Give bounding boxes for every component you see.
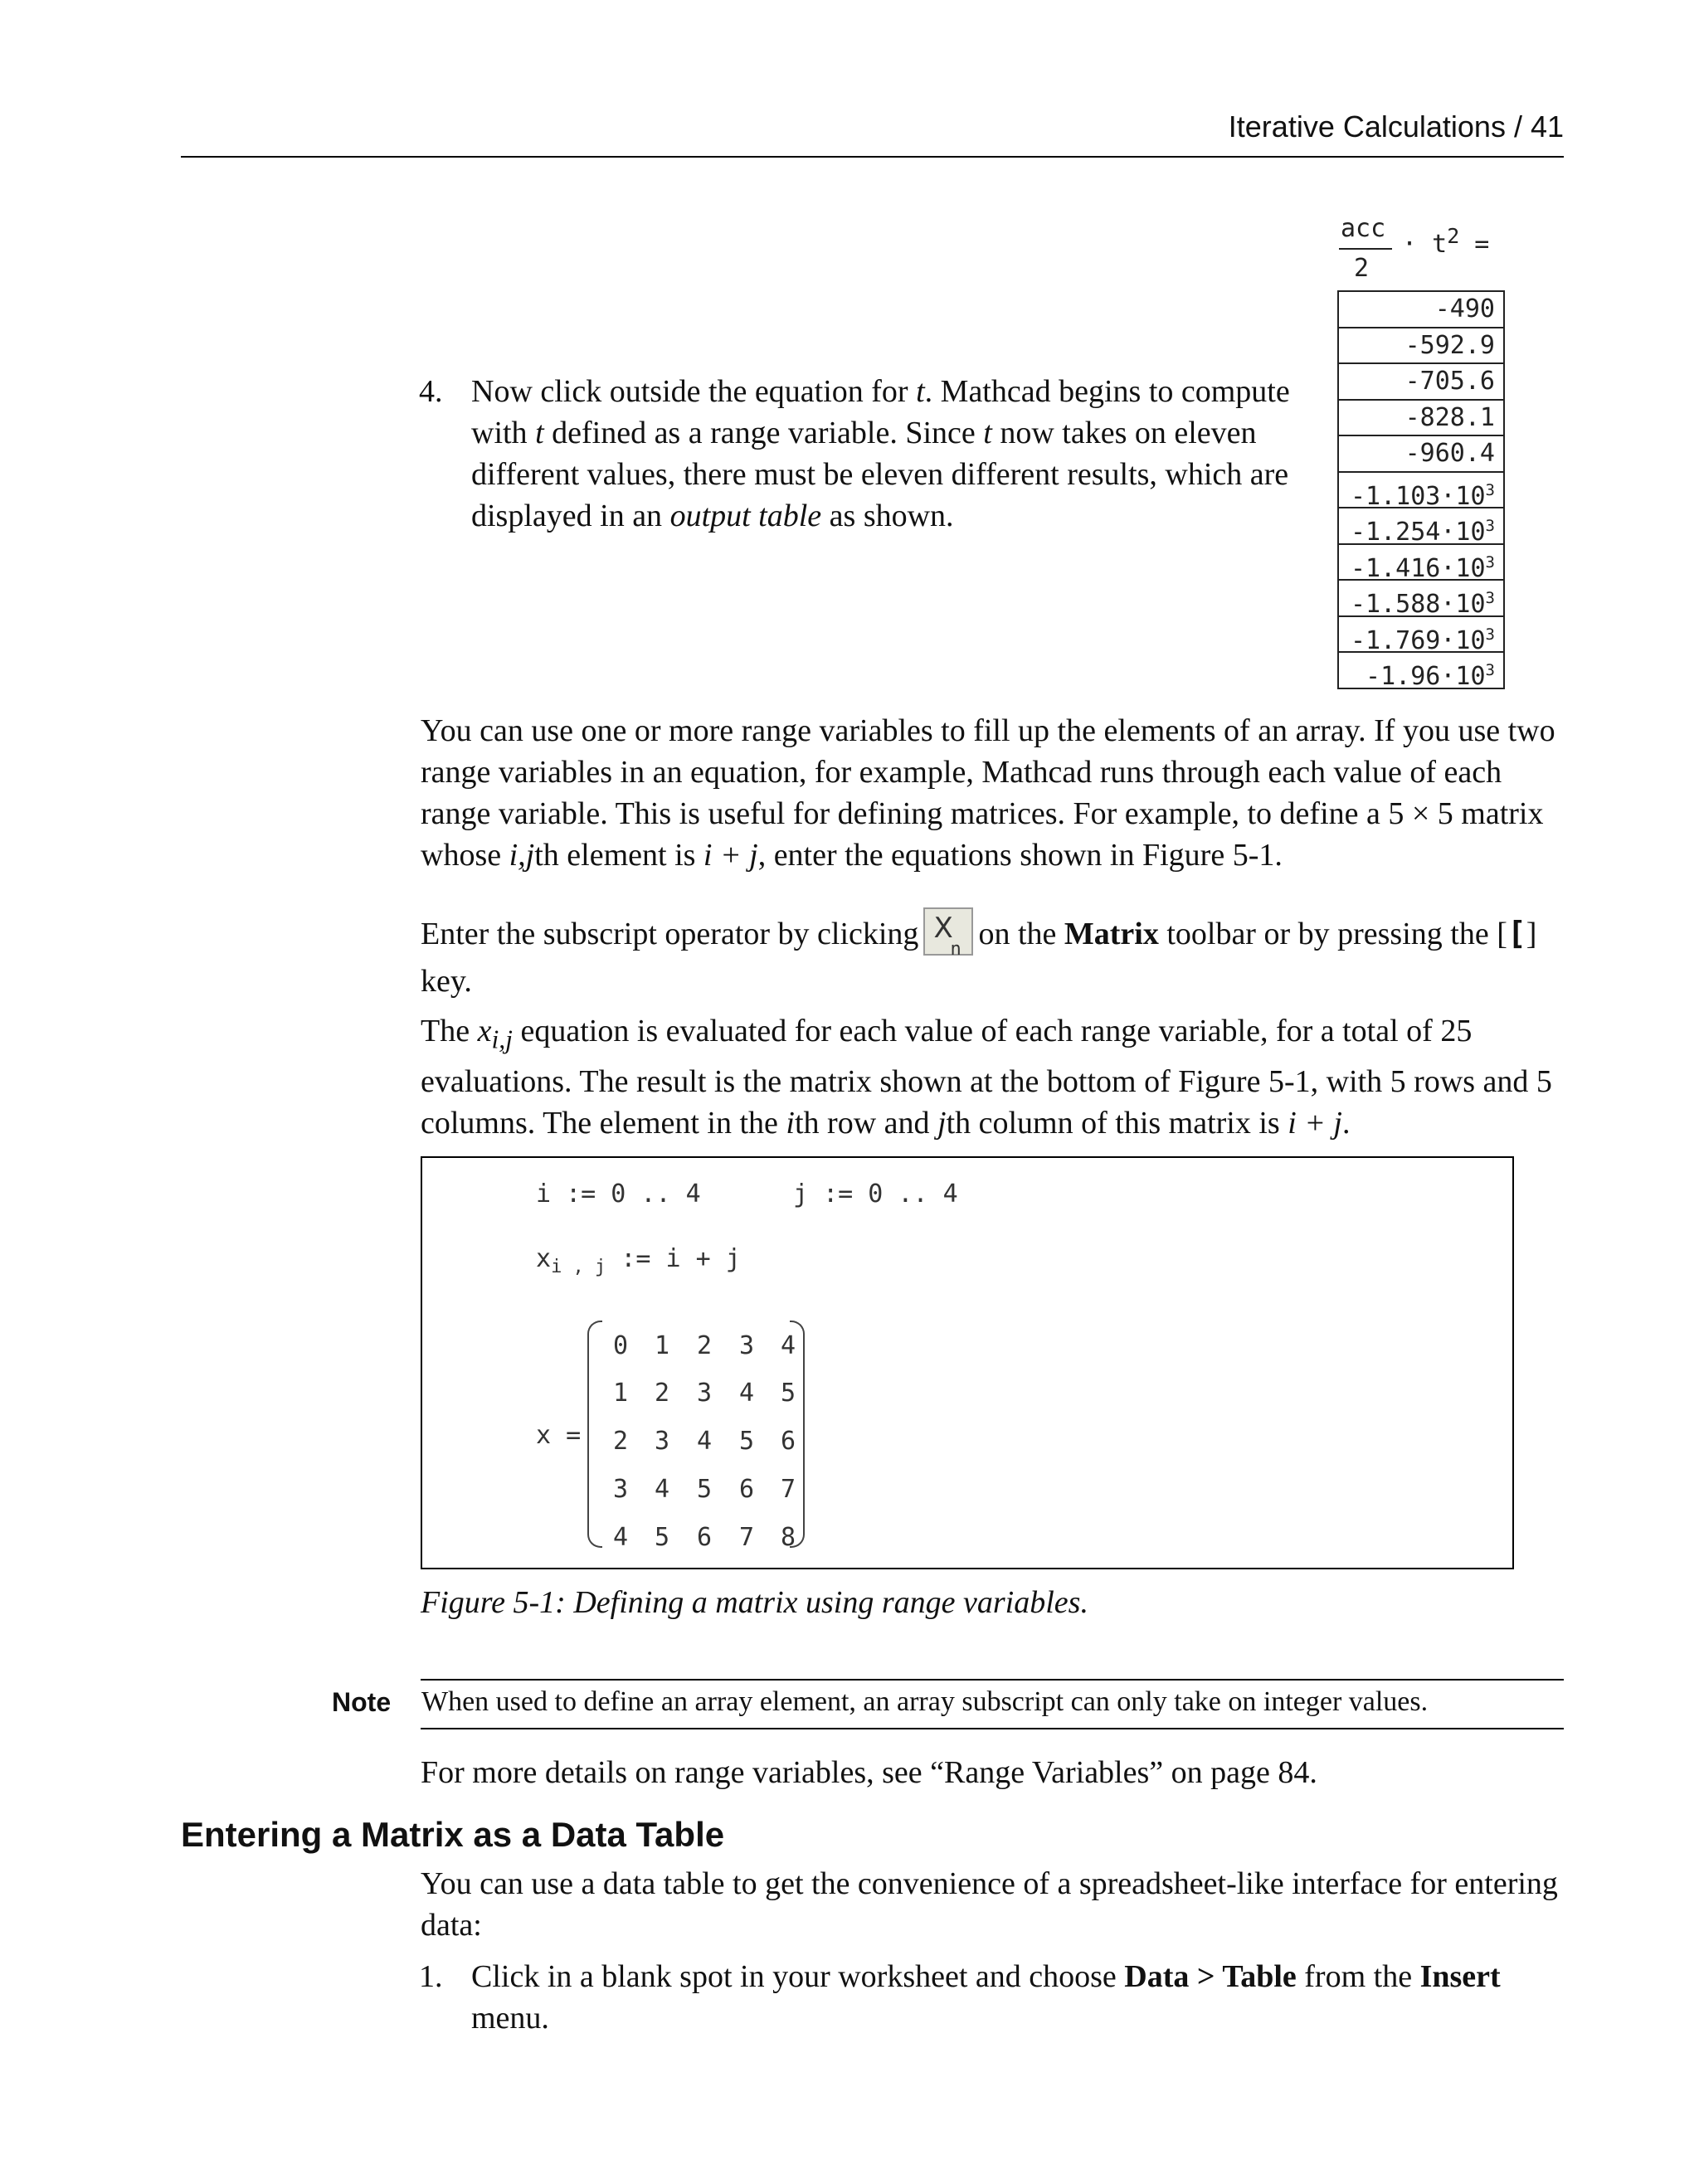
var-t: t xyxy=(916,374,925,409)
matrix-toolbar-label: Matrix xyxy=(1064,917,1159,951)
matrix-element-definition xyxy=(536,1244,741,1277)
text-run: th element is xyxy=(534,838,703,873)
output-table-cell xyxy=(1339,508,1503,545)
expression-times-t: · t xyxy=(1402,230,1448,259)
step-1-number: 1. xyxy=(419,1959,443,1994)
subscript-icon: X xyxy=(933,912,953,946)
paragraph-range-variables-arrays xyxy=(421,710,1565,876)
subscript-toolbar-button[interactable] xyxy=(923,907,973,961)
paragraph-subscript-operator xyxy=(421,912,1565,1002)
paragraph-data-table-intro: You can use a data table to get the convenience of a spreadsheet-like interface for entering data: xyxy=(421,1866,1558,1943)
matrix-cell: 6 xyxy=(738,1475,755,1504)
matrix-left-paren xyxy=(587,1321,602,1548)
step-1-text xyxy=(471,1956,1566,2039)
text-run: toolbar or by pressing the [ xyxy=(1158,917,1507,951)
output-table-cell xyxy=(1339,328,1503,365)
expression-rest xyxy=(1402,224,1489,259)
matrix-cell: 3 xyxy=(654,1427,670,1456)
matrix-cell: 4 xyxy=(780,1331,796,1360)
output-table-expression xyxy=(1337,214,1490,283)
text-run: Enter the subscript operator by clicking xyxy=(421,917,919,951)
x-subscript: i , j xyxy=(551,1257,606,1277)
emphasis-output-table: output table xyxy=(669,499,822,533)
matrix-cell: 4 xyxy=(696,1427,713,1456)
note-text: When used to define an array element, an array subscript can only take on integer values. xyxy=(421,1686,1429,1717)
fraction-numerator: acc xyxy=(1341,214,1386,243)
matrix-cell: 3 xyxy=(738,1331,755,1360)
matrix-cell: 7 xyxy=(738,1523,755,1552)
text-run: menu. xyxy=(471,2001,549,2036)
var-t: t xyxy=(535,416,544,450)
output-table-cell xyxy=(1339,581,1503,617)
figure-caption: Figure 5-1: Defining a matrix using range variables. xyxy=(421,1585,1088,1620)
menu-insert: Insert xyxy=(1419,1959,1501,1994)
output-value: -828.1 xyxy=(1404,402,1495,432)
matrix-cell: 2 xyxy=(654,1379,670,1408)
text-run: defined as a range variable. Since xyxy=(543,416,984,450)
x-lhs: x xyxy=(536,1244,552,1273)
header-rule xyxy=(181,156,1564,158)
matrix-cell: 7 xyxy=(780,1475,796,1504)
matrix-cell: 5 xyxy=(654,1523,670,1552)
text-run: Click in a blank spot in your worksheet and choose xyxy=(471,1959,1125,1994)
output-table xyxy=(1337,290,1505,689)
running-head: Iterative Calculations / 41 xyxy=(1228,109,1564,143)
paragraph-xij-evaluation xyxy=(421,1010,1565,1144)
output-table-cell xyxy=(1339,473,1503,509)
var-j: j xyxy=(937,1105,947,1141)
step-4-number: 4. xyxy=(419,374,443,409)
output-value: -1.588·10 xyxy=(1350,590,1486,619)
var-t: t xyxy=(983,416,992,450)
section-heading: Entering a Matrix as a Data Table xyxy=(181,1815,725,1854)
step-4-text xyxy=(471,371,1309,537)
text-run: now takes on eleven different values, there must be eleven different results, which are displayed in an xyxy=(471,416,1289,533)
output-table-cell xyxy=(1339,545,1503,581)
text-run: on the xyxy=(978,917,1064,951)
matrix-cell: 3 xyxy=(696,1379,713,1408)
output-value-exponent: 3 xyxy=(1485,480,1495,499)
matrix-cell: 1 xyxy=(654,1331,670,1360)
matrix-cell: 3 xyxy=(612,1475,629,1504)
output-value: -1.416·10 xyxy=(1350,553,1486,583)
text-run: from the xyxy=(1296,1959,1420,1994)
matrix-cell: 4 xyxy=(612,1523,629,1552)
fraction xyxy=(1337,214,1490,283)
matrix-cell: 4 xyxy=(654,1475,670,1504)
matrix-cell: 4 xyxy=(738,1379,755,1408)
var-x: x xyxy=(477,1014,492,1048)
note-label: Note xyxy=(332,1687,392,1717)
subscript-icon-n: n xyxy=(950,939,961,961)
output-value-exponent: 3 xyxy=(1485,517,1495,535)
expr-i-plus-j: i + j xyxy=(1288,1105,1342,1141)
range-def-j: j := 0 .. 4 xyxy=(793,1180,958,1209)
text-run: The xyxy=(421,1014,478,1048)
output-value: -490 xyxy=(1434,294,1495,323)
x-rhs: := i + j xyxy=(606,1244,741,1273)
var-x-subscript: i,j xyxy=(491,1024,513,1054)
output-value: -1.96·10 xyxy=(1366,662,1486,691)
expression-exponent: 2 xyxy=(1447,224,1460,248)
matrix-cell: 8 xyxy=(780,1523,796,1552)
output-table-cell xyxy=(1339,364,1503,401)
matrix-cell: 5 xyxy=(738,1427,755,1456)
menu-data-table: Data > Table xyxy=(1124,1959,1297,1994)
matrix-cell: 6 xyxy=(780,1427,796,1456)
text-run: ] key. xyxy=(421,917,1537,1000)
var-i: i xyxy=(786,1105,795,1141)
matrix-cell: 5 xyxy=(696,1475,713,1504)
output-value: -705.6 xyxy=(1404,367,1495,396)
output-value: -1.103·10 xyxy=(1350,481,1486,511)
output-table-cell xyxy=(1339,292,1503,328)
output-value: -1.769·10 xyxy=(1350,625,1486,655)
text-run: equation is evaluated for each value of each range variable, for a total of 25 evaluations. The result is the matrix shown at the bottom of Figure 5-1, with 5 rows and 5 columns. The element in the xyxy=(421,1014,1552,1141)
output-value-exponent: 3 xyxy=(1485,589,1495,607)
output-table-cell xyxy=(1339,401,1503,437)
text-run: th column of this matrix is xyxy=(946,1105,1288,1141)
output-value-exponent: 3 xyxy=(1485,625,1495,644)
text-run: . Mathcad begins to compute with xyxy=(471,374,1290,450)
range-def-i: i := 0 .. 4 xyxy=(536,1180,701,1209)
output-value-exponent: 3 xyxy=(1485,661,1495,679)
output-table-cell xyxy=(1339,653,1503,689)
key-bracket: [ xyxy=(1507,915,1526,951)
output-value-exponent: 3 xyxy=(1485,552,1495,572)
matrix-cell: 0 xyxy=(612,1331,629,1360)
text-run: . xyxy=(1341,1105,1351,1141)
matrix-cell: 2 xyxy=(612,1427,629,1456)
output-value: -592.9 xyxy=(1404,330,1495,360)
matrix-cell: 1 xyxy=(612,1379,629,1408)
output-value: -960.4 xyxy=(1404,439,1495,468)
note-rule-bottom xyxy=(421,1728,1564,1729)
output-table-cell xyxy=(1339,617,1503,654)
output-value: -1.254·10 xyxy=(1350,518,1486,547)
fraction-bar xyxy=(1339,248,1392,250)
var-ij: i,j xyxy=(509,838,535,873)
matrix-result-label: x = xyxy=(536,1421,582,1450)
text-run: You can use one or more range variables to fill up the elements of an array. If you use two range variables in an equation, for example, Mathcad runs through each value of each range variable. This is useful for defining matrices. For example, to define a 5 × 5 matrix whose xyxy=(421,713,1555,873)
paragraph-more-details: For more details on range variables, see “Range Variables” on page 84. xyxy=(421,1755,1317,1790)
text-run: Now click outside the equation for xyxy=(471,374,917,409)
note-rule-top xyxy=(421,1679,1564,1681)
result-matrix xyxy=(587,1321,805,1552)
matrix-cell: 2 xyxy=(696,1331,713,1360)
matrix-cell: 6 xyxy=(696,1523,713,1552)
output-table-cell xyxy=(1339,436,1503,473)
text-run: , enter the equations shown in Figure 5-1. xyxy=(757,838,1283,873)
text-run: as shown. xyxy=(821,499,954,533)
expression-equals: = xyxy=(1459,230,1490,259)
matrix-cell: 5 xyxy=(780,1379,796,1408)
fraction-denominator: 2 xyxy=(1354,254,1370,283)
expr-i-plus-j: i + j xyxy=(703,838,758,873)
figure-5-1-box xyxy=(421,1156,1514,1569)
text-run: th row and xyxy=(794,1105,938,1141)
